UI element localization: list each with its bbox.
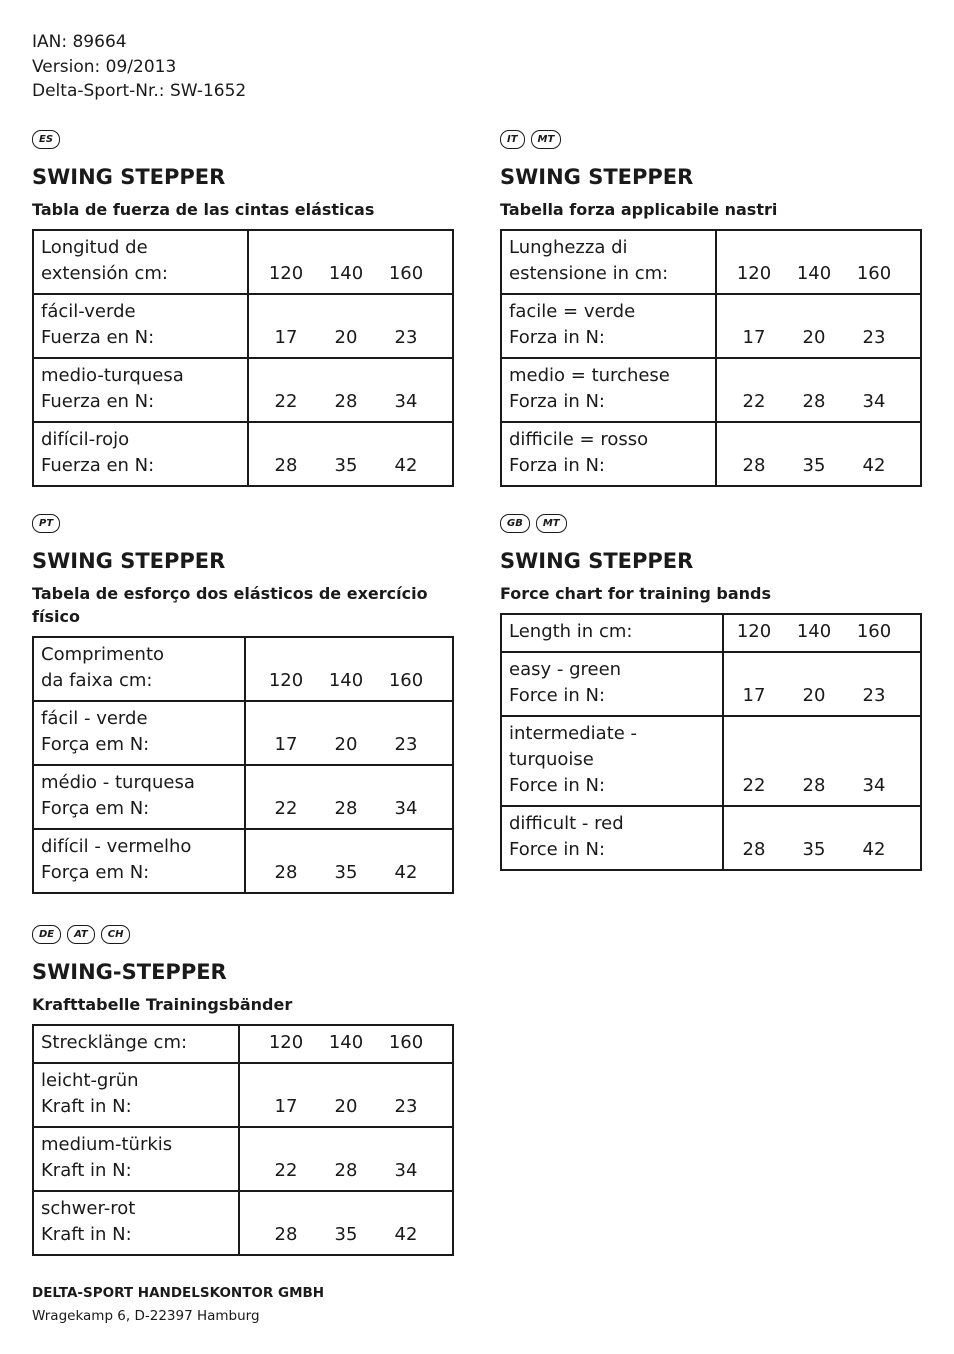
table-row [33, 294, 453, 358]
value-cell: 23 [862, 685, 886, 706]
row-values [723, 806, 921, 870]
value-cell: 120 [268, 1032, 304, 1053]
value-cell: 140 [796, 621, 832, 642]
section-gb [500, 514, 922, 871]
value-cell: 140 [796, 263, 832, 284]
table-row [501, 806, 921, 870]
value-cell: 23 [394, 734, 418, 755]
table-subtitle: Tabella forza applicabile nastri [500, 200, 778, 219]
row-label: Lunghezza di estensione in cm: [501, 230, 716, 294]
row-values [239, 1063, 453, 1127]
row-label: difficult - red Force in N: [501, 806, 723, 870]
value-cell: 140 [328, 670, 364, 691]
product-title: SWING-STEPPER [32, 960, 227, 984]
value-cell: 22 [274, 391, 298, 412]
value-cell: 23 [862, 327, 886, 348]
table-row [33, 701, 453, 765]
row-label: facile = verde Forza in N: [501, 294, 716, 358]
table-subtitle: Force chart for training bands [500, 584, 771, 603]
value-cell: 28 [274, 862, 298, 883]
row-values [248, 358, 453, 422]
value-cell: 22 [274, 798, 298, 819]
language-badge: MT [531, 130, 562, 149]
section-de [32, 925, 454, 1256]
table-row [33, 829, 453, 893]
value-cell: 22 [274, 1160, 298, 1181]
row-values [248, 294, 453, 358]
language-badge: AT [67, 925, 95, 944]
table-row [33, 230, 453, 294]
value-cell: 17 [274, 327, 298, 348]
row-values [723, 652, 921, 716]
table-row [501, 358, 921, 422]
row-values [716, 422, 921, 486]
value-cell: 28 [334, 391, 358, 412]
row-values [723, 614, 921, 652]
value-cell: 28 [274, 455, 298, 476]
row-label: fácil-verde Fuerza en N: [33, 294, 248, 358]
article-number: Delta-Sport-Nr.: SW-1652 [32, 81, 247, 101]
value-cell: 42 [394, 455, 418, 476]
value-cell: 34 [394, 391, 418, 412]
value-cell: 28 [802, 775, 826, 796]
table-row [33, 1191, 453, 1255]
company-name: DELTA-SPORT HANDELSKONTOR GMBH [32, 1285, 325, 1301]
section-es [32, 130, 454, 487]
value-cell: 20 [802, 327, 826, 348]
product-title: SWING STEPPER [32, 165, 226, 189]
row-label: easy - green Force in N: [501, 652, 723, 716]
value-cell: 28 [274, 1224, 298, 1245]
value-cell: 28 [334, 1160, 358, 1181]
value-cell: 23 [394, 327, 418, 348]
value-cell: 140 [328, 1032, 364, 1053]
value-cell: 34 [394, 1160, 418, 1181]
table-row [33, 358, 453, 422]
force-table [500, 613, 922, 871]
value-cell: 35 [802, 839, 826, 860]
value-cell: 34 [394, 798, 418, 819]
value-cell: 17 [742, 327, 766, 348]
row-values [716, 358, 921, 422]
language-badges [32, 925, 454, 945]
value-cell: 35 [802, 455, 826, 476]
value-cell: 42 [394, 862, 418, 883]
value-cell: 20 [334, 1096, 358, 1117]
section-pt [32, 514, 454, 894]
table-row [501, 614, 921, 652]
value-cell: 22 [742, 775, 766, 796]
row-values [716, 230, 921, 294]
force-table [32, 229, 454, 487]
row-label: difícil - vermelho Força em N: [33, 829, 245, 893]
value-cell: 35 [334, 1224, 358, 1245]
language-badge: MT [536, 514, 567, 533]
row-label: Length in cm: [501, 614, 723, 652]
document-meta [32, 30, 246, 104]
language-badges [500, 514, 922, 534]
row-values [239, 1191, 453, 1255]
row-values [245, 765, 453, 829]
row-values [723, 716, 921, 806]
language-badge: DE [32, 925, 61, 944]
row-label: fácil - verde Força em N: [33, 701, 245, 765]
language-badge: ES [32, 130, 60, 149]
row-label: intermediate - turquoise Force in N: [501, 716, 723, 806]
table-row [501, 716, 921, 806]
language-badge: CH [101, 925, 131, 944]
row-values [239, 1025, 453, 1063]
language-badge: IT [500, 130, 525, 149]
row-label: Longitud de extensión cm: [33, 230, 248, 294]
value-cell: 35 [334, 862, 358, 883]
row-label: medium-türkis Kraft in N: [33, 1127, 239, 1191]
value-cell: 17 [274, 1096, 298, 1117]
row-values [245, 637, 453, 701]
row-values [248, 422, 453, 486]
value-cell: 28 [802, 391, 826, 412]
table-row [33, 1127, 453, 1191]
row-label: Strecklänge cm: [33, 1025, 239, 1063]
company-address: Wragekamp 6, D-22397 Hamburg [32, 1308, 260, 1324]
language-badge: PT [32, 514, 60, 533]
value-cell: 34 [862, 775, 886, 796]
table-subtitle: Krafttabelle Trainingsbänder [32, 995, 293, 1014]
product-title: SWING STEPPER [500, 549, 694, 573]
value-cell: 20 [802, 685, 826, 706]
table-row [501, 230, 921, 294]
row-label: difícil-rojo Fuerza en N: [33, 422, 248, 486]
value-cell: 35 [334, 455, 358, 476]
value-cell: 120 [736, 621, 772, 642]
row-label: medio-turquesa Fuerza en N: [33, 358, 248, 422]
value-cell: 120 [268, 263, 304, 284]
table-row [501, 422, 921, 486]
table-row [33, 637, 453, 701]
value-cell: 140 [328, 263, 364, 284]
value-cell: 42 [862, 455, 886, 476]
ian-number: IAN: 89664 [32, 32, 127, 52]
footer [32, 1283, 324, 1326]
section-it [500, 130, 922, 487]
value-cell: 160 [856, 621, 892, 642]
version-text: Version: 09/2013 [32, 56, 177, 77]
value-cell: 120 [268, 670, 304, 691]
table-row [33, 1063, 453, 1127]
value-cell: 42 [394, 1224, 418, 1245]
row-label: médio - turquesa Força em N: [33, 765, 245, 829]
row-label: schwer-rot Kraft in N: [33, 1191, 239, 1255]
value-cell: 160 [856, 263, 892, 284]
value-cell: 23 [394, 1096, 418, 1117]
language-badges [32, 514, 454, 534]
value-cell: 28 [742, 839, 766, 860]
table-subtitle: Tabla de fuerza de las cintas elásticas [32, 200, 375, 219]
row-values [239, 1127, 453, 1191]
value-cell: 17 [274, 734, 298, 755]
row-label: Comprimento da faixa cm: [33, 637, 245, 701]
force-table [500, 229, 922, 487]
value-cell: 17 [742, 685, 766, 706]
value-cell: 20 [334, 327, 358, 348]
value-cell: 28 [742, 455, 766, 476]
force-table [32, 636, 454, 894]
force-table [32, 1024, 454, 1256]
value-cell: 20 [334, 734, 358, 755]
language-badges [32, 130, 454, 150]
table-row [33, 1025, 453, 1063]
value-cell: 160 [388, 670, 424, 691]
product-title: SWING STEPPER [500, 165, 694, 189]
row-label: medio = turchese Forza in N: [501, 358, 716, 422]
value-cell: 28 [334, 798, 358, 819]
table-row [33, 422, 453, 486]
value-cell: 160 [388, 263, 424, 284]
value-cell: 160 [388, 1032, 424, 1053]
value-cell: 34 [862, 391, 886, 412]
row-label: leicht-grün Kraft in N: [33, 1063, 239, 1127]
table-subtitle: Tabela de esforço dos elásticos de exercício físico [32, 584, 428, 626]
row-values [245, 829, 453, 893]
table-row [501, 294, 921, 358]
row-label: difficile = rosso Forza in N: [501, 422, 716, 486]
table-row [501, 652, 921, 716]
value-cell: 22 [742, 391, 766, 412]
value-cell: 42 [862, 839, 886, 860]
row-values [248, 230, 453, 294]
language-badges [500, 130, 922, 150]
product-title: SWING STEPPER [32, 549, 226, 573]
table-row [33, 765, 453, 829]
language-badge: GB [500, 514, 530, 533]
value-cell: 120 [736, 263, 772, 284]
row-values [245, 701, 453, 765]
row-values [716, 294, 921, 358]
